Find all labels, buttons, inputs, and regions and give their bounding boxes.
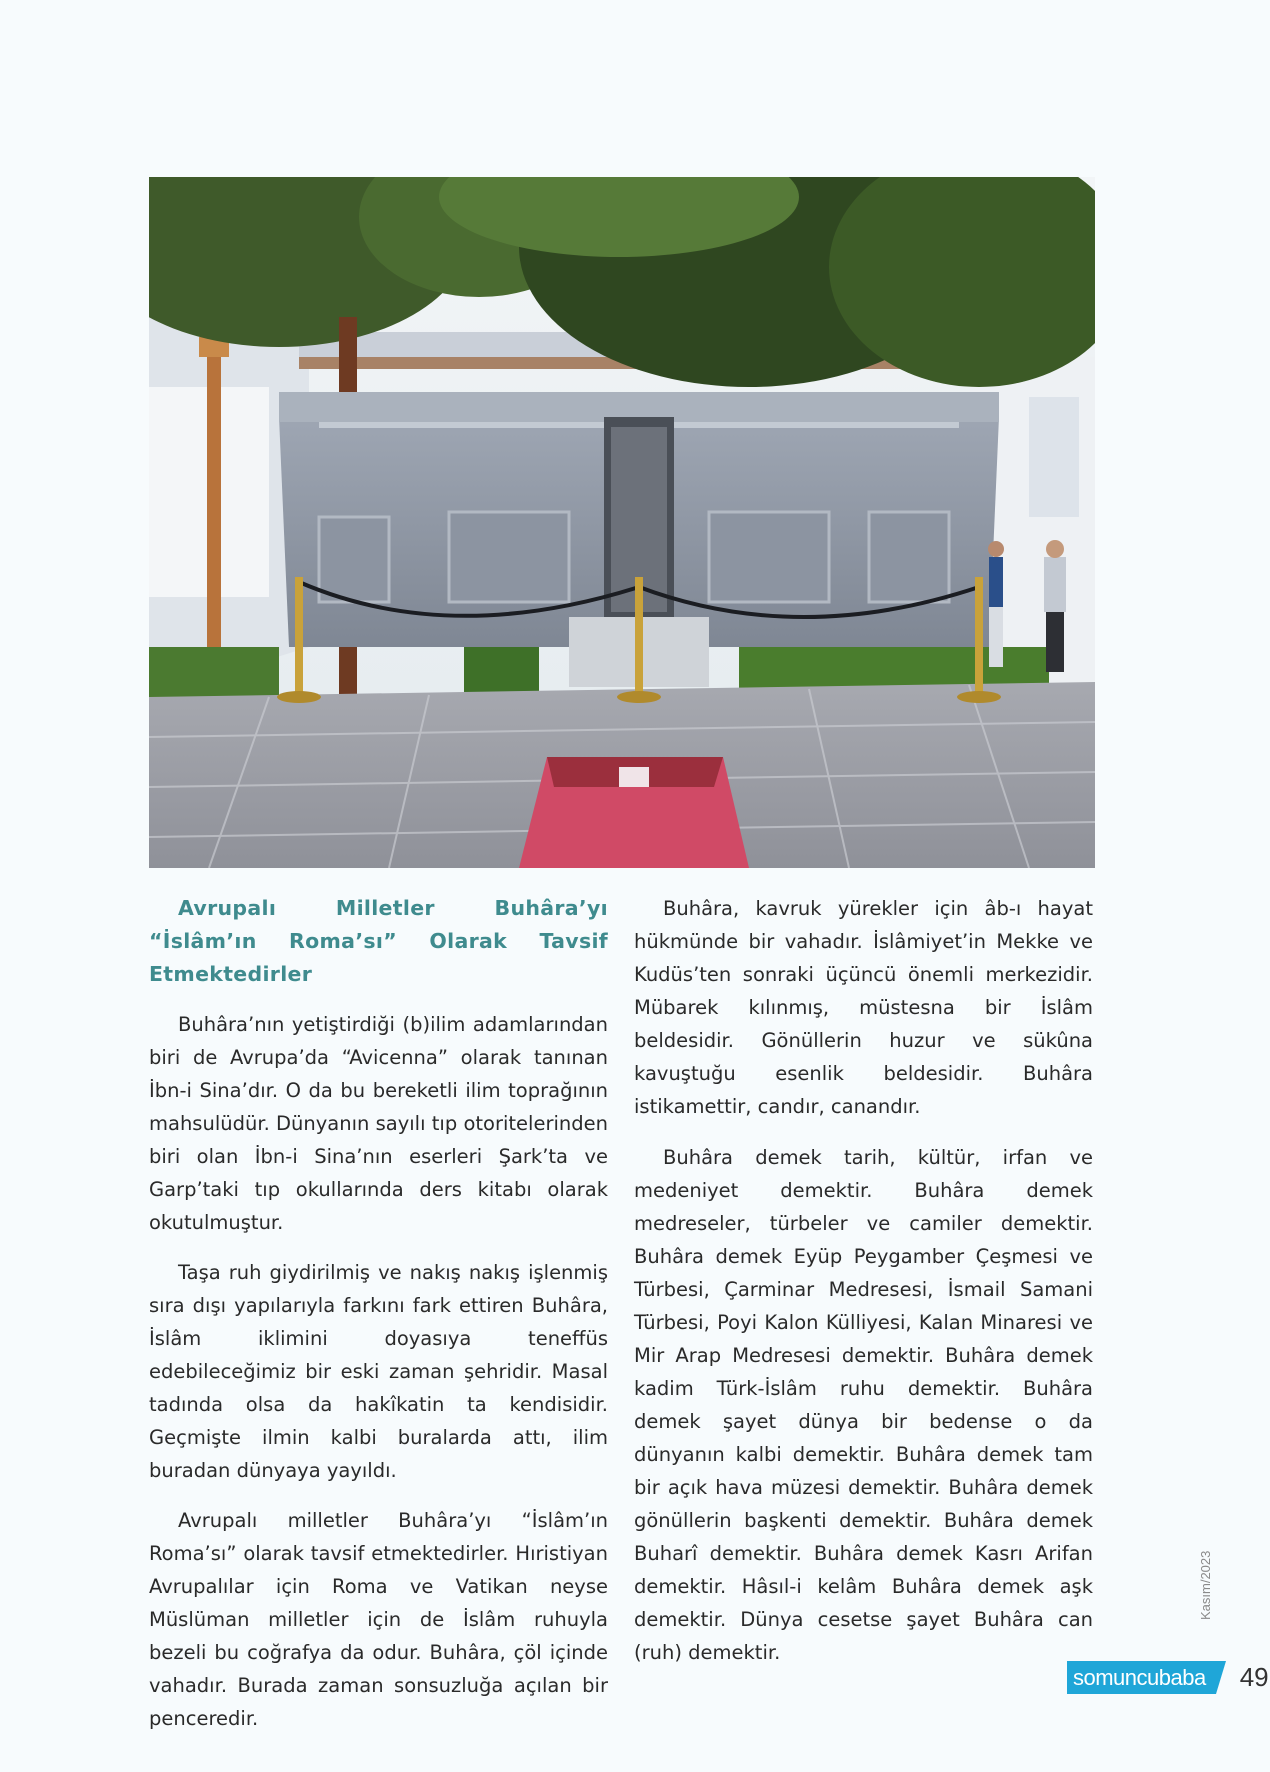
tomb-illustration [149,177,1095,868]
section-subheading: Avrupalı Milletler Buhâra’yı “İslâm’ın Roma’sı” Olarak Tavsif Etmektedirler [149,896,608,986]
page-footer [1067,1661,1269,1694]
left-paragraph-2: Taşa ruh giydirilmiş ve nakış nakış işlenmiş sıra dışı yapılarıyla farkını fark ettiren Buhâra, İslâm iklimini doyasıya teneffüs edebileceğimiz bir eski zaman şehridir. Masal tadında olsa da hakîkatin ta kendisidir. Geçmişte ilmin kalbi buralarda attı, ilim buradan dünyaya yayıldı. [149,1261,608,1482]
courtyard-tomb-photo [149,177,1095,868]
page-number: 49 [1239,1662,1269,1692]
right-text-column [634,892,1093,1687]
magazine-brand: somuncubaba [1067,1661,1216,1694]
left-paragraph-1: Buhâra’nın yetiştirdiği (b)ilim adamlarından biri de Avrupa’da “Avicenna” olarak tanınan İbn-i Sina’dır. O da bu bereketli ilim toprağının mahsulüdür. Dünyanın sayılı tıp otoritelerinden biri olan İbn-i Sina’nın eserleri Şark’ta ve Garp’taki tıp okullarında ders kitabı olarak okutulmuştur. [149,1013,608,1234]
right-paragraph-2: Buhâra demek tarih, kültür, irfan ve medeniyet demektir. Buhâra demek medreseler, türbeler ve camiler demektir. Buhâra demek Eyüp Peygamber Çeşmesi ve Türbesi, Çarminar Medresesi, İsmail Samani Türbesi, Poyi Kalon Külliyesi, Kalan Minaresi ve Mir Arap Medresesi demektir. Buhâra demek kadim Türk-İslâm ruhu demektir. Buhâra demek şayet dünya bir bedense o da dünyanın kalbi demektir. Buhâra demek tam bir açık hava müzesi demektir. Buhâra demek gönüllerin başkenti demektir. Buhâra demek Buharî demektir. Buhâra demek Kasrı Arifan demektir. Hâsıl-i kelâm Buhâra demek aşk demektir. Dünya cesetse şayet Buhâra can (ruh) demektir. [634,1146,1093,1664]
left-text-column [149,892,608,1752]
right-paragraph-1: Buhâra, kavruk yürekler için âb-ı hayat hükmünde bir vahadır. İslâmiyet’in Mekke ve Kudüs’ten sonraki üçüncü önemli merkezidir. Mübarek kılınmış, müstesna bir İslâm beldesidir. Gönüllerin huzur ve sükûna kavuştuğu esenlik beldesidir. Buhâra istikamettir, candır, canandır. [634,897,1093,1118]
left-paragraph-3: Avrupalı milletler Buhâra’yı “İslâm’ın Roma’sı” olarak tavsif etmektedirler. Hıristiyan Avrupalılar için Roma ve Vatikan neyse Müslüman milletler için de İslâm ruhuyla bezeli bu coğrafya da odur. Buhâra, çöl içinde vahadır. Burada zaman sonsuzluğa açılan bir penceredir. [149,1509,608,1730]
issue-date: Kasım/2023 [1198,1550,1213,1620]
brand-slash-shape [1216,1661,1226,1694]
